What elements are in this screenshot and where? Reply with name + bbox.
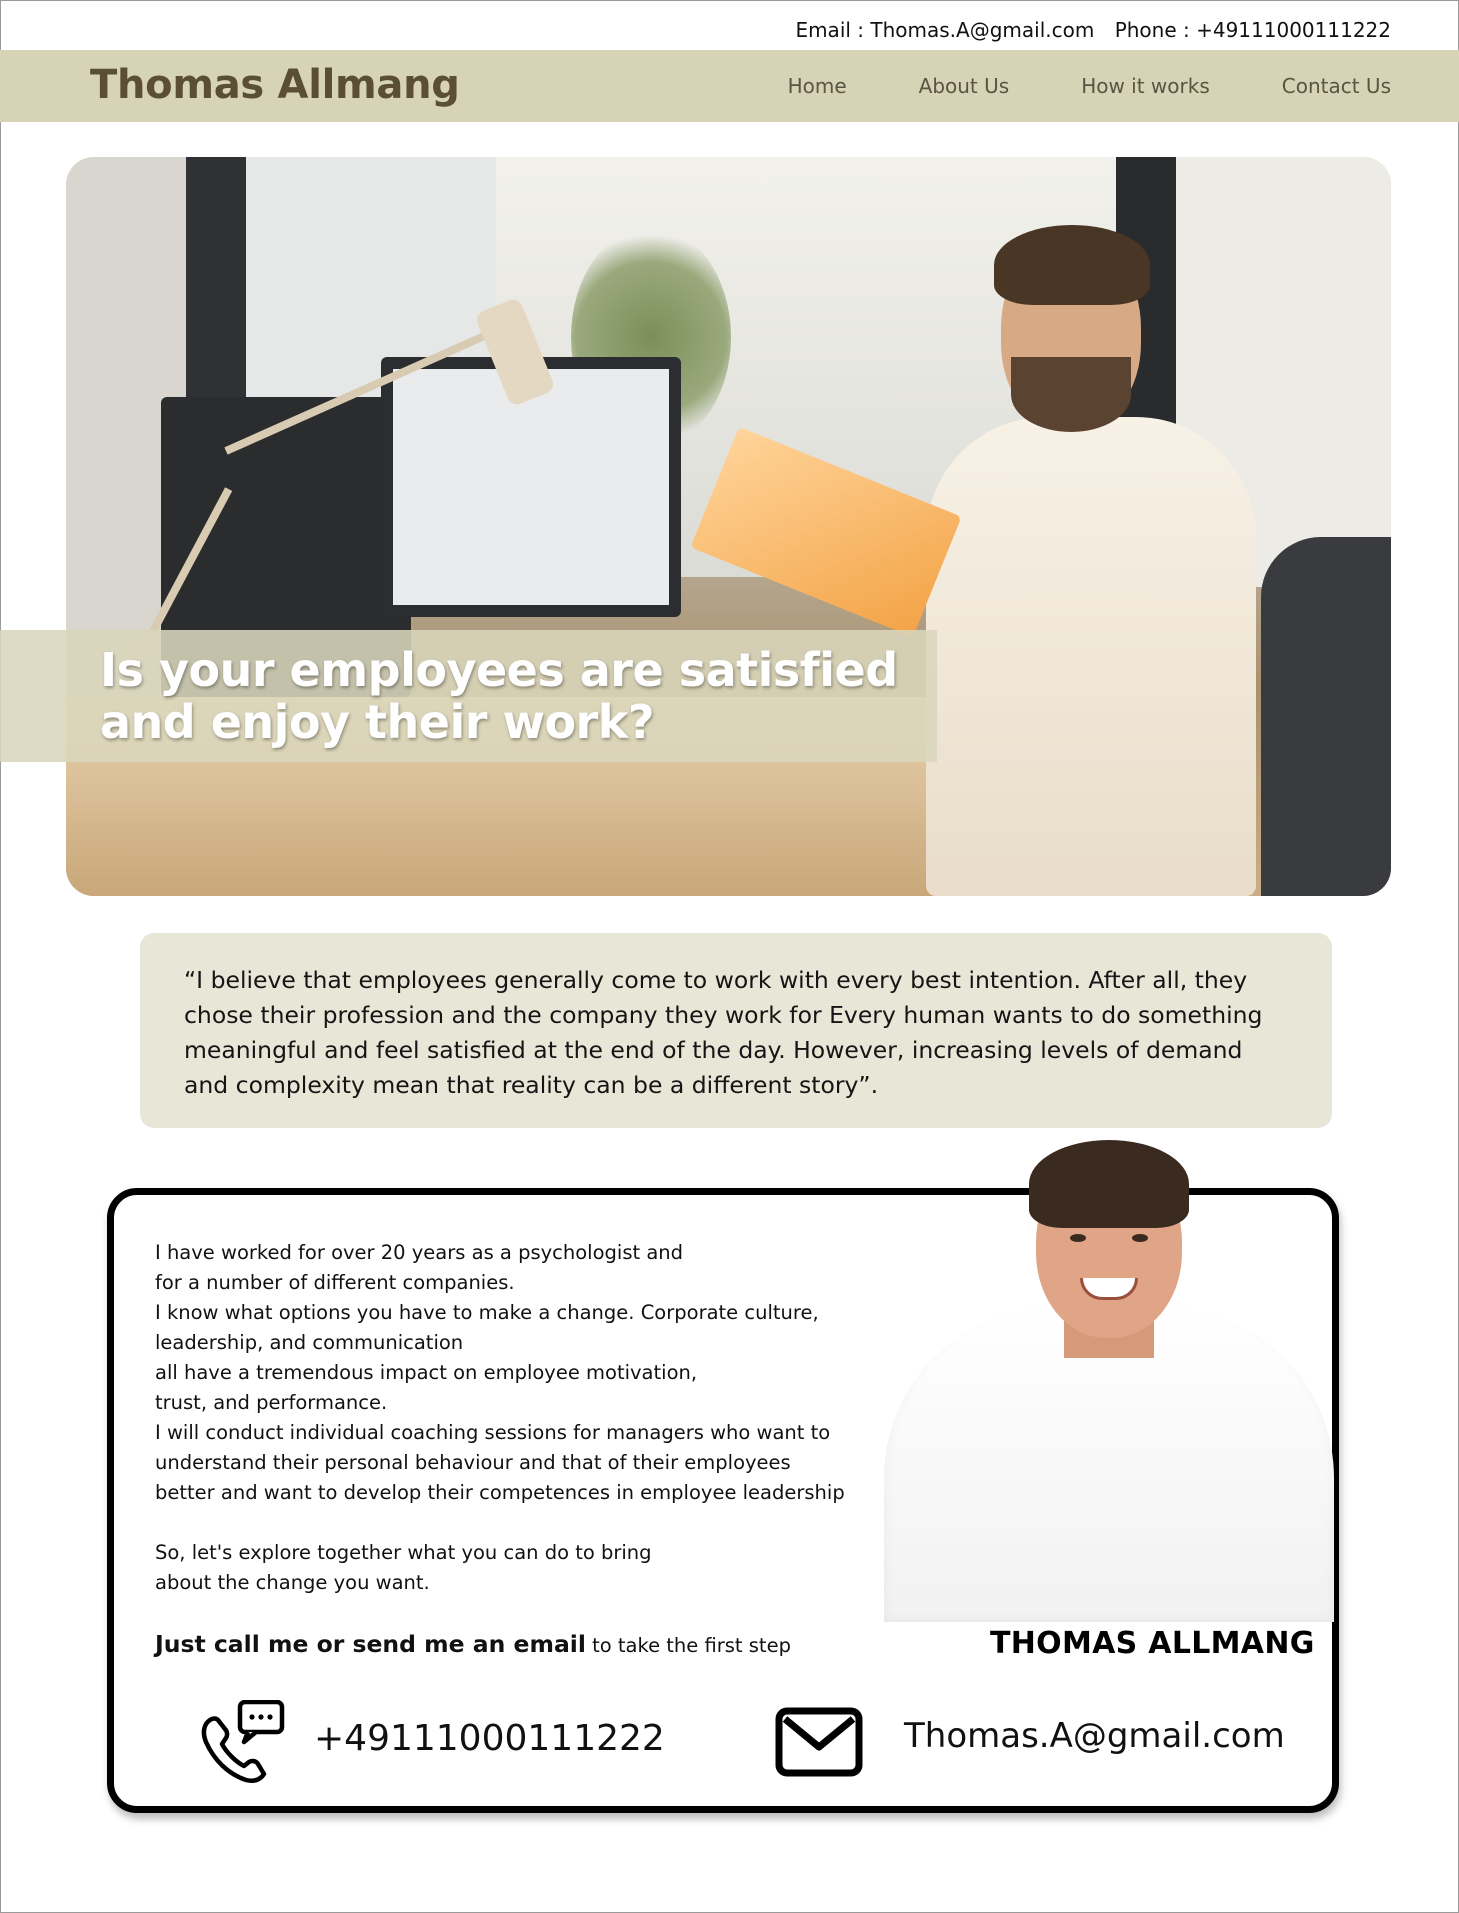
- hero-title-line-2: and enjoy their work?: [100, 695, 655, 749]
- bio-line: trust, and performance.: [155, 1391, 388, 1414]
- cta-bold: Just call me or send me an email: [155, 1630, 586, 1658]
- top-contact-info: [795, 18, 1391, 42]
- cta-rest: to take the first step: [585, 1634, 791, 1657]
- nav-links: [788, 74, 1391, 98]
- hero-person: [926, 207, 1286, 896]
- bio-line: I will conduct individual coaching sessions for managers who want to: [155, 1421, 831, 1444]
- portrait-eye-left: [1070, 1234, 1086, 1242]
- hero-title-line-1: Is your employees are satisfied: [100, 643, 898, 697]
- bio-closing-line: So, let's explore together what you can do to bring: [155, 1541, 652, 1564]
- top-phone-text[interactable]: Phone : +49111000111222: [1114, 18, 1391, 42]
- bio-closing-line: about the change you want.: [155, 1571, 430, 1594]
- contact-phone[interactable]: +49111000111222: [314, 1718, 665, 1759]
- bio-text: [155, 1238, 895, 1598]
- nav-home[interactable]: Home: [787, 74, 847, 98]
- portrait-eye-right: [1132, 1234, 1148, 1242]
- person-name: THOMAS ALLMANG: [990, 1626, 1315, 1661]
- bio-gap: [155, 1508, 895, 1538]
- bio-line: I have worked for over 20 years as a psychologist and: [155, 1241, 684, 1264]
- phone-chat-icon[interactable]: [196, 1700, 286, 1784]
- envelope-icon[interactable]: [775, 1707, 863, 1777]
- nav-how-it-works[interactable]: How it works: [1081, 74, 1210, 98]
- bio-line: I know what options you have to make a change. Corporate culture,: [155, 1301, 819, 1324]
- bio-line: for a number of different companies.: [155, 1271, 515, 1294]
- hero-image: [66, 157, 1391, 896]
- top-contact-bar: [0, 0, 1459, 50]
- bio-line: better and want to develop their competences in employee leadership: [155, 1481, 845, 1504]
- hero-title: [100, 644, 920, 748]
- portrait-photo: [884, 1138, 1334, 1622]
- bio-line: leadership, and communication: [155, 1331, 464, 1354]
- call-to-action: [155, 1630, 791, 1658]
- nav-about-us[interactable]: About Us: [918, 74, 1010, 98]
- bio-line: understand their personal behaviour and that of their employees: [155, 1451, 791, 1474]
- top-email-link[interactable]: Email : Thomas.A@gmail.com: [795, 18, 1095, 42]
- nav-bar: [0, 50, 1459, 122]
- quote-text: “I believe that employees generally come to work with every best intention. After all, they chose their profession and the company they work for Every human wants to do something meaningful and feel satisfied at the end of the day. However, increasing levels of demand and complexity mean that reality can be a different story”.: [184, 966, 1263, 1099]
- portrait-hair: [1029, 1140, 1189, 1228]
- site-logo[interactable]: Thomas Allmang: [90, 62, 460, 108]
- bio-line: all have a tremendous impact on employee motivation,: [155, 1361, 698, 1384]
- quote-box: [140, 933, 1332, 1128]
- contact-email[interactable]: Thomas.A@gmail.com: [904, 1716, 1285, 1756]
- nav-contact-us[interactable]: Contact Us: [1281, 74, 1391, 98]
